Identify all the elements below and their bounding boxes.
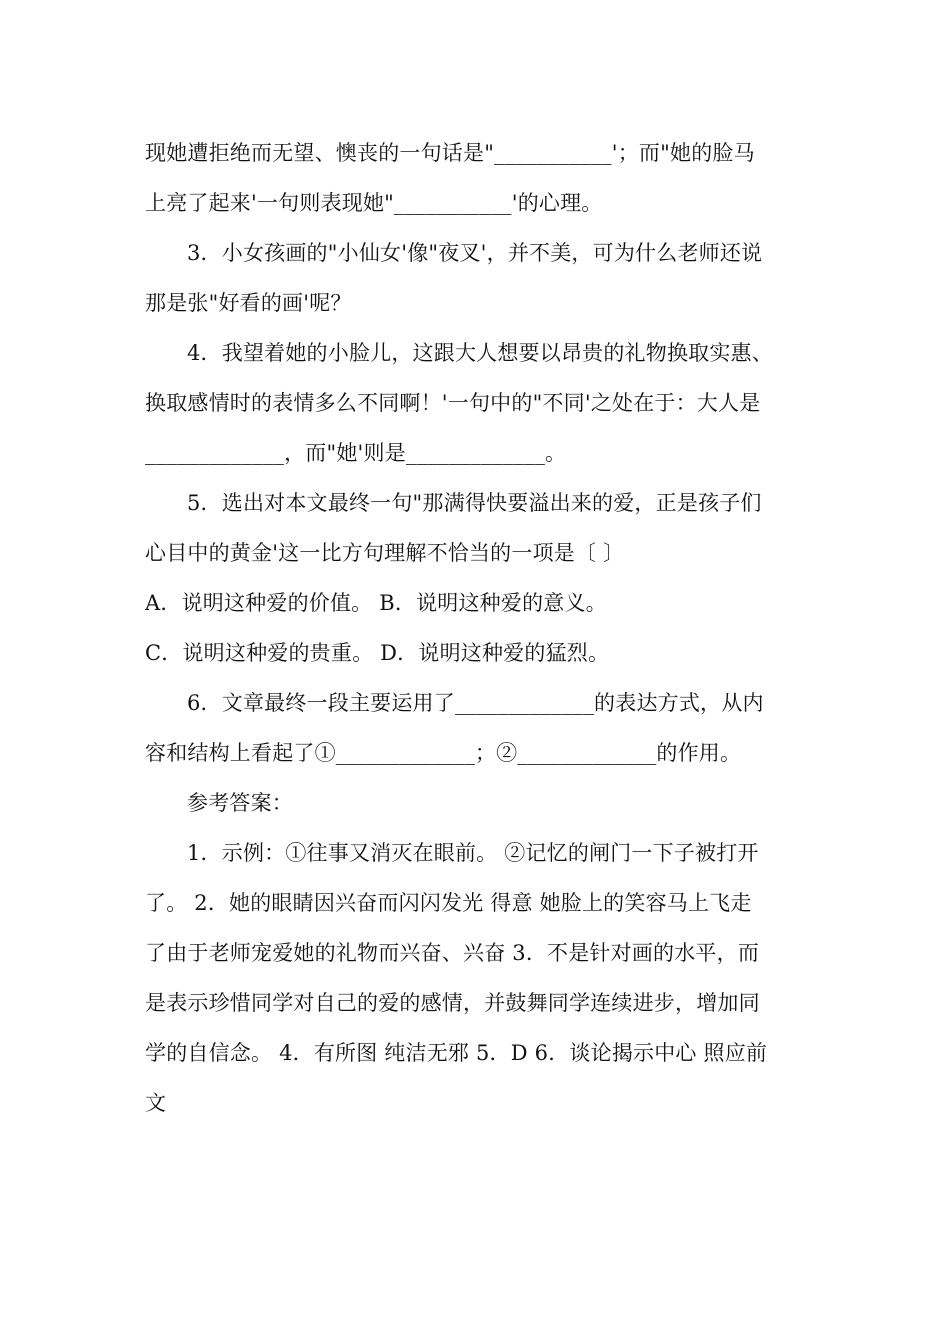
answers-line-2: 了。 2．她的眼睛因兴奋而闪闪发光 得意 她脸上的笑容马上飞走 [145,891,752,915]
text-line-2: 上亮了起来'一句则表现她"___________'的心理。 [145,191,603,215]
question-6-line-2: 容和结构上看起了①_____________；②_____________的作用。 [145,741,742,765]
answers-line-4: 是表示珍惜同学对自己的爱的感情，并鼓舞同学连续进步，增加同 [145,991,760,1015]
answers-heading: 参考答案： [187,791,293,815]
document-page [145,128,815,1128]
answers-line-3: 了由于老师宠爱她的礼物而兴奋、兴奋 3．不是针对画的水平，而 [145,941,760,965]
answers-line-5: 学的自信念。 4．有所图 纯洁无邪 5．D 6．谈论揭示中心 照应前 [145,1041,768,1065]
question-5-line-2: 心目中的黄金'这一比方句理解不恰当的一项是〔 〕 [145,541,625,565]
question-3-line-1: 3．小女孩画的"小仙女'像"夜叉'，并不美，可为什么老师还说 [187,241,763,265]
question-5-options-cd: C．说明这种爱的贵重。 D．说明这种爱的猛烈。 [145,641,610,665]
answers-line-6: 文 [145,1091,167,1115]
text-line-1: 现她遭拒绝而无望、懊丧的一句话是"___________'；而"她的脸马 [145,141,755,165]
question-5-options-ab: A．说明这种爱的价值。 B．说明这种爱的意义。 [145,591,607,615]
question-4-line-3: _____________，而"她'则是_____________。 [145,441,567,465]
question-6-line-1: 6．文章最终一段主要运用了_____________的表达方式，从内 [187,691,764,715]
question-4-line-2: 换取感情时的表情多么不同啊！'一句中的"不同'之处在于：大人是 [145,391,761,415]
question-5-line-1: 5．选出对本文最终一句"那满得快要溢出来的爱，正是孩子们 [187,491,762,515]
question-4-line-1: 4．我望着她的小脸儿，这跟大人想要以昂贵的礼物换取实惠、 [187,341,773,365]
question-3-line-2: 那是张"好看的画'呢？ [145,291,352,315]
answers-line-1: 1．示例：①往事又消灭在眼前。 ②记忆的闸门一下子被打开 [187,841,759,865]
